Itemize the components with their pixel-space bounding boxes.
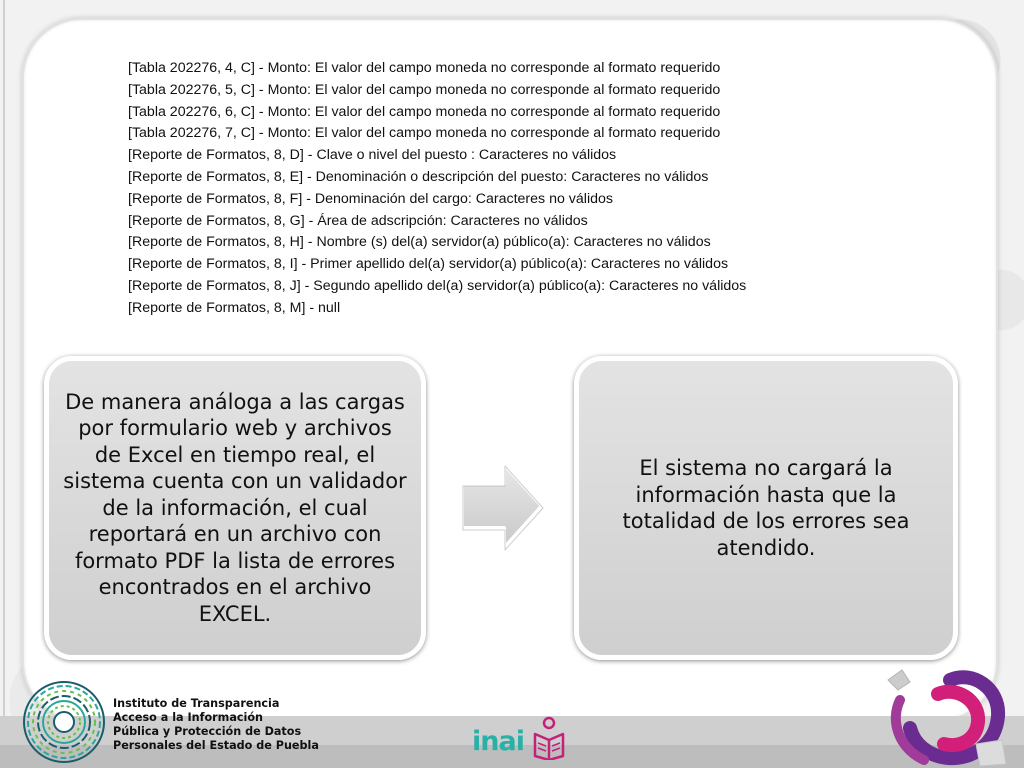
inai-logo [472,714,572,762]
error-line: [Reporte de Formatos, 8, E] - Denominación o descripción del puesto: Caracteres no válidos [128,168,709,185]
mexico-seal-icon [880,660,1010,768]
error-list [128,58,928,320]
itaip-line: Personales del Estado de Puebla [113,739,319,752]
itaip-logo-icon [20,678,108,766]
validator-callout [44,356,426,660]
itaip-line: Instituto de Transparencia [113,697,280,710]
validator-callout-text: De manera análoga a las cargas por formulario web y archivos de Excel en tiempo real, el sistema cuenta con un validador de la información, el cual reportará en un archivo con formato PDF la lista de errores encontrados en el archivo EXCEL. [63,389,407,626]
right-arrow-icon [456,458,548,554]
itaip-line: Pública y Protección de Datos [113,725,302,738]
error-line: [Reporte de Formatos, 8, H] - Nombre (s) del(a) servidor(a) público(a): Caracteres no válidos [128,234,711,251]
itaip-line: Acceso a la Información [113,711,263,724]
error-line: [Reporte de Formatos, 8, M] - null [128,299,341,316]
error-line: [Reporte de Formatos, 8, I] - Primer apellido del(a) servidor(a) público(a): Caracteres no válidos [128,256,729,273]
error-line: [Reporte de Formatos, 8, J] - Segundo apellido del(a) servidor(a) público(a): Caracteres no válidos [128,277,747,294]
error-line: [Reporte de Formatos, 8, D] - Clave o nivel del puesto : Caracteres no válidos [128,147,617,164]
loading-callout-text: El sistema no cargará la información hasta que la totalidad de los errores sea atendido. [622,456,910,560]
error-line: [Tabla 202276, 4, C] - Monto: El valor del campo moneda no corresponde al formato requerido [128,60,721,76]
loading-callout [574,356,958,660]
left-divider [3,0,5,768]
error-line: [Tabla 202276, 7, C] - Monto: El valor del campo moneda no corresponde al formato requerido [128,125,721,142]
inai-logo-icon [532,716,566,760]
itaip-institute-name [113,697,353,753]
error-line: [Tabla 202276, 5, C] - Monto: El valor del campo moneda no corresponde al formato requerido [128,81,721,98]
error-line: [Reporte de Formatos, 8, F] - Denominación del cargo: Caracteres no válidos [128,190,613,207]
inai-logo-text: inai [472,726,524,757]
error-line: [Tabla 202276, 6, C] - Monto: El valor del campo moneda no corresponde al formato requerido [128,103,721,120]
error-line: [Reporte de Formatos, 8, G] - Área de adscripción: Caracteres no válidos [128,212,588,229]
